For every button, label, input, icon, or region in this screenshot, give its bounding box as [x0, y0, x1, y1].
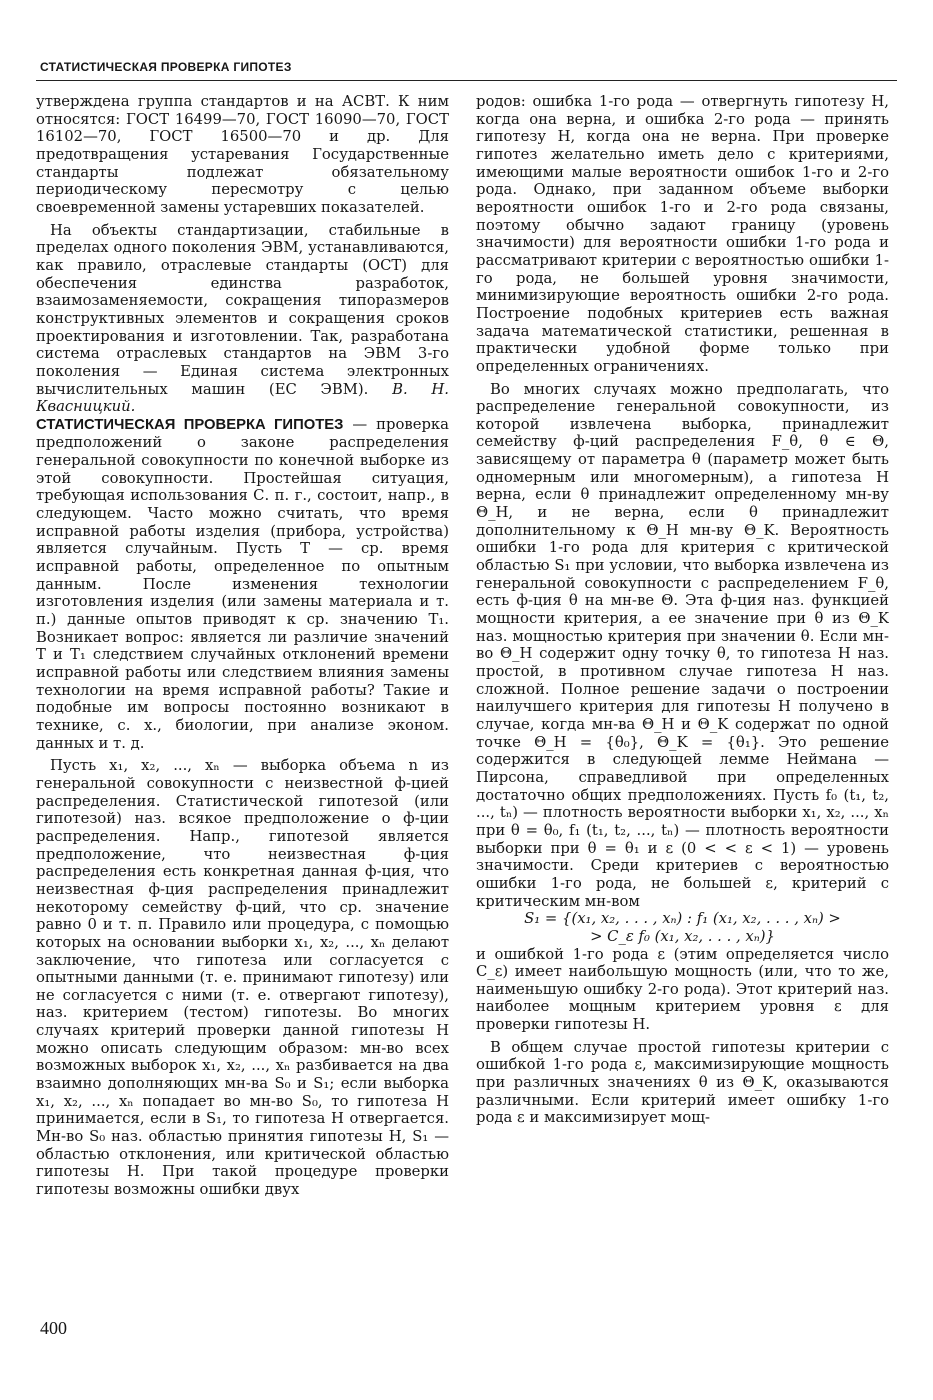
formula-line-1: S₁ = {(x₁, x₂, . . . , xₙ) : f₁ (x₁, x₂, . . . , xₙ) >	[524, 910, 841, 928]
paragraph-text: На объекты стандартизации, стабильные в пределах одного поколения ЭВМ, устанавливаются, как правило, отраслевые стандарты (ОСТ) для обеспечения единства разработок, взаимозаменяемости, сокращения типоразмеров конструктивных элементов и сокращения сроков проектирования и изготовлении. Так, разработана система отраслевых стандартов на ЭВМ 3-го поколения — Единая система электронных вычислительных машин (ЕС ЭВМ).	[36, 221, 449, 398]
paragraph: родов: ошибка 1-го рода — отвергнуть гипотезу H, когда она верна, и ошибка 2-го рода — принять гипотезу H, когда она не верна. При проверке гипотез желательно иметь дело с критериями, имеющими малые вероятности ошибок 1-го и 2-го рода. Однако, при заданном объеме выборки вероятности ошибок 1-го и 2-го рода связаны, поэтому обычно задают границу (уровень значимости) для вероятности ошибки 1-го рода и рассматривают критерии с вероятностью ошибки 1-го рода, не большей уровня значимости, минимизирующие вероятность ошибки 2-го рода. Построение подобных критериев есть важная задача математической статистики, решенная в практически удобной форме только при определенных ограничениях.	[476, 93, 889, 375]
paragraph	[36, 222, 449, 416]
article-entry	[36, 416, 449, 752]
paragraph: Во многих случаях можно предполагать, что распределение генеральной совокупности, из которой извлечена выборка, принадлежит семейству ф-ций распределения F_θ, θ ∈ Θ, зависящему от параметра θ (параметр может быть одномерным или многомерным), а гипотеза H верна, если θ принадлежит определенному мн-ву Θ_H, и не верна, если θ принадлежит дополнительному к Θ_H мн-ву Θ_K. Вероятность ошибки 1-го рода для критерия с критической областью S₁ при условии, что выборка извлечена из генеральной совокупности с распределением F_θ, есть ф-ция θ на мн-ве Θ. Эта ф-ция наз. функцией мощности критерия, а ее значение при θ из Θ_K наз. мощностью критерия при значении θ. Если мн-во Θ_H содержит одну точку θ, то гипотеза H наз. простой, в противном случае гипотеза H наз. сложной. Полное решение задачи о построении наилучшего критерия для гипотезы H получено в случае, когда мн-ва Θ_H и Θ_K содержат по одной точке Θ_H = {θ₀}, Θ_K = {θ₁}. Это решение содержится в следующей лемме Неймана — Пирсона, справедливой при определенных достаточно общих предположениях. Пусть f₀ (t₁, t₂, ..., tₙ) — плотность вероятности выборки x₁, x₂, ..., xₙ при θ = θ₀, f₁ (t₁, t₂, ..., tₙ) — плотность вероятности выборки при θ = θ₁ и ε (0 < < ε < 1) — уровень значимости. Среди критериев с вероятностью ошибки 1-го рода, не большей ε, критерий с критическим мн-вом	[476, 380, 889, 910]
article-text: — проверка предположений о законе распределения генеральной совокупности по конечной выборке из этой совокупности. Простейшая ситуация, требующая использования С. п. г., состоит, напр., в следующем. Часто можно считать, что время исправной работы изделия (прибора, устройства) является случайным. Пусть T — ср. время исправной работы, определенное по опытным данным. После изменения технологии изготовления изделия (или замены материала и т. п.) данные опытов приводят к ср. значению T₁. Возникает вопрос: является ли различие значений T и T₁ следствием случайных отклонений времени исправной работы или следствием влияния замены технологии на время исправной работы? Такие и подобные им вопросы постоянно возникают в технике, с. х., биологии, при анализе эконом. данных и т. д.	[36, 415, 449, 752]
right-column	[476, 93, 889, 1323]
paragraph: и ошибкой 1-го рода ε (этим определяется число C_ε) имеет наибольшую мощность (или, что то же, наименьшую ошибку 2-го рода). Этот критерий наз. наиболее мощным критерием уровня ε для проверки гипотезы H.	[476, 945, 889, 1034]
left-column	[36, 93, 449, 1323]
article-term: СТАТИСТИЧЕСКАЯ ПРОВЕРКА ГИПОТЕЗ	[36, 416, 344, 433]
page-number: 400	[40, 1318, 67, 1338]
running-head: СТАТИСТИЧЕСКАЯ ПРОВЕРКА ГИПОТЕЗ	[40, 60, 292, 74]
paragraph: Пусть x₁, x₂, ..., xₙ — выборка объема n из генеральной совокупности с неизвестной ф-цией распределения. Статистической гипотезой (или гипотезой) наз. всякое предположение о ф-ции распределения. Напр., гипотезой является предположение, что неизвестная ф-ция распределения есть конкретная данная ф-ция, что неизвестная ф-ция распределения принадлежит некоторому семейству ф-ций, что ср. значение равно 0 и т. п. Правило или процедура, с помощью которых на основании выборки x₁, x₂, ..., xₙ делают заключение, что гипотеза или согласуется с опытными данными (т. е. принимают гипотезу) или не согласуется с ними (т. е. отвергают гипотезу), наз. критерием (тестом) гипотезы. Во многих случаях критерий проверки данной гипотезы H можно описать следующим образом: мн-во всех возможных выборок x₁, x₂, ..., xₙ разбивается на два взаимно дополняющих мн-ва S₀ и S₁; если выборка x₁, x₂, ..., xₙ попадает во мн-во S₀, то гипотеза H принимается, если в S₁, то гипотеза H отвергается. Мн-во S₀ наз. областью принятия гипотезы H, S₁ — областью отклонения, или критической областью гипотезы H. При такой процедуре проверки гипотезы возможны ошибки двух	[36, 757, 449, 1199]
author-signature: В. Н. Квасницкий.	[36, 380, 449, 416]
paragraph: В общем случае простой гипотезы критерии с ошибкой 1-го рода ε, максимизирующие мощность при различных значениях θ из Θ_K, оказываются различными. Если критерий имеет ошибку 1-го рода ε и максимизирует мощ-	[476, 1038, 889, 1127]
formula-line-2: > C_ε f₀ (x₁, x₂, . . . , xₙ)}	[590, 927, 775, 945]
header-rule	[36, 80, 897, 81]
paragraph: утверждена группа стандартов и на АСВТ. К ним относятся: ГОСТ 16499—70, ГОСТ 16090—70, ГОСТ 16102—70, ГОСТ 16500—70 и др. Для предотвращения устаревания Государственные стандарты подлежат обязательному периодическому пересмотру с целью своевременной замены устаревших показателей.	[36, 93, 449, 216]
